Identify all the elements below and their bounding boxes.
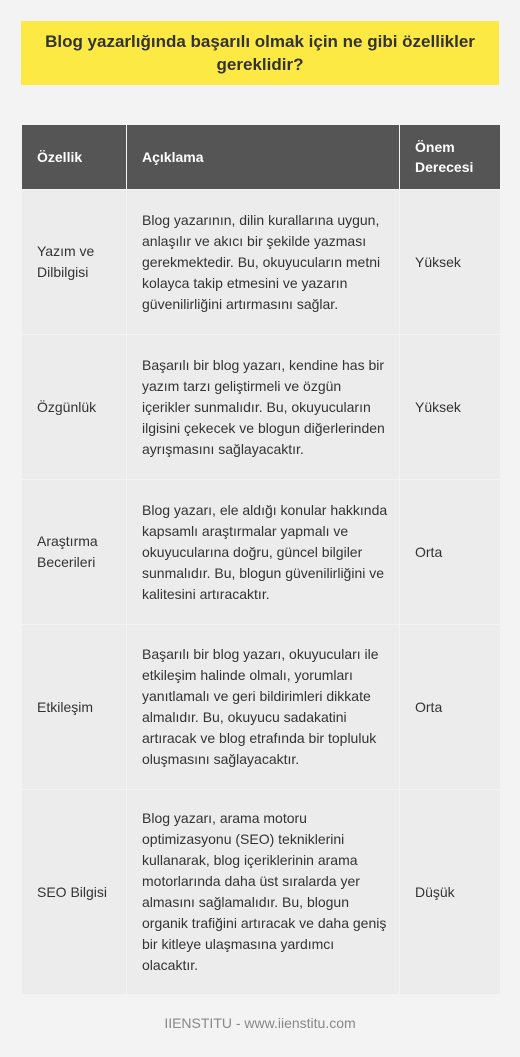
page-title: Blog yazarlığında başarılı olmak için ne gibi özellikler gereklidir? <box>45 32 475 74</box>
footer-credit: IIENSTITU - www.iienstitu.com <box>164 1015 356 1031</box>
description-cell: Blog yazarı, ele aldığı konular hakkında kapsamlı araştırmalar yapmalı ve okuyucularına doğru, güncel bilgiler sunmalıdır. Bu, blogun güvenilirliğini ve kalitesini artıracaktır. <box>127 480 400 625</box>
table-row <box>22 480 501 625</box>
importance-cell: Yüksek <box>400 190 501 335</box>
description-cell: Başarılı bir blog yazarı, okuyucuları ile etkileşim halinde olmalı, yorumları yanıtlamalı ve geri bildirimleri dikkate almalıdır. Bu, okuyucu sadakatini artıracak ve blog etrafında bir topluluk oluşmasını sağlayacaktır. <box>127 625 400 790</box>
table-row <box>22 625 501 790</box>
column-header-importance: Önem Derecesi <box>400 125 501 190</box>
column-header-description: Açıklama <box>127 125 400 190</box>
table-header-row <box>22 125 501 190</box>
description-cell: Blog yazarı, arama motoru optimizasyonu (SEO) tekniklerini kullanarak, blog içeriklerinin arama motorlarında daha üst sıralarda yer almasını sağlamalıdır. Bu, blogun organik trafiğini artıracak ve daha geniş bir kitleye ulaşmasına yardımcı olacaktır. <box>127 790 400 995</box>
feature-cell: Yazım ve Dilbilgisi <box>22 190 127 335</box>
feature-cell: Özgünlük <box>22 335 127 480</box>
features-table <box>21 124 501 995</box>
importance-cell: Düşük <box>400 790 501 995</box>
feature-cell: SEO Bilgisi <box>22 790 127 995</box>
table-row <box>22 335 501 480</box>
column-header-feature: Özellik <box>22 125 127 190</box>
description-cell: Blog yazarının, dilin kurallarına uygun, anlaşılır ve akıcı bir şekilde yazması gerekmektedir. Bu, okuyucuların metni kolayca takip etmesini ve yazarın güvenilirliğini artırmasını sağlar. <box>127 190 400 335</box>
table-row <box>22 790 501 995</box>
feature-cell: Etkileşim <box>22 625 127 790</box>
importance-cell: Yüksek <box>400 335 501 480</box>
description-cell: Başarılı bir blog yazarı, kendine has bir yazım tarzı geliştirmeli ve özgün içerikler sunmalıdır. Bu, okuyucuların ilgisini çekecek ve blogun diğerlerinden ayrışmasını sağlayacaktır. <box>127 335 400 480</box>
importance-cell: Orta <box>400 480 501 625</box>
table-row <box>22 190 501 335</box>
importance-cell: Orta <box>400 625 501 790</box>
title-banner <box>21 21 499 85</box>
feature-cell: Araştırma Becerileri <box>22 480 127 625</box>
